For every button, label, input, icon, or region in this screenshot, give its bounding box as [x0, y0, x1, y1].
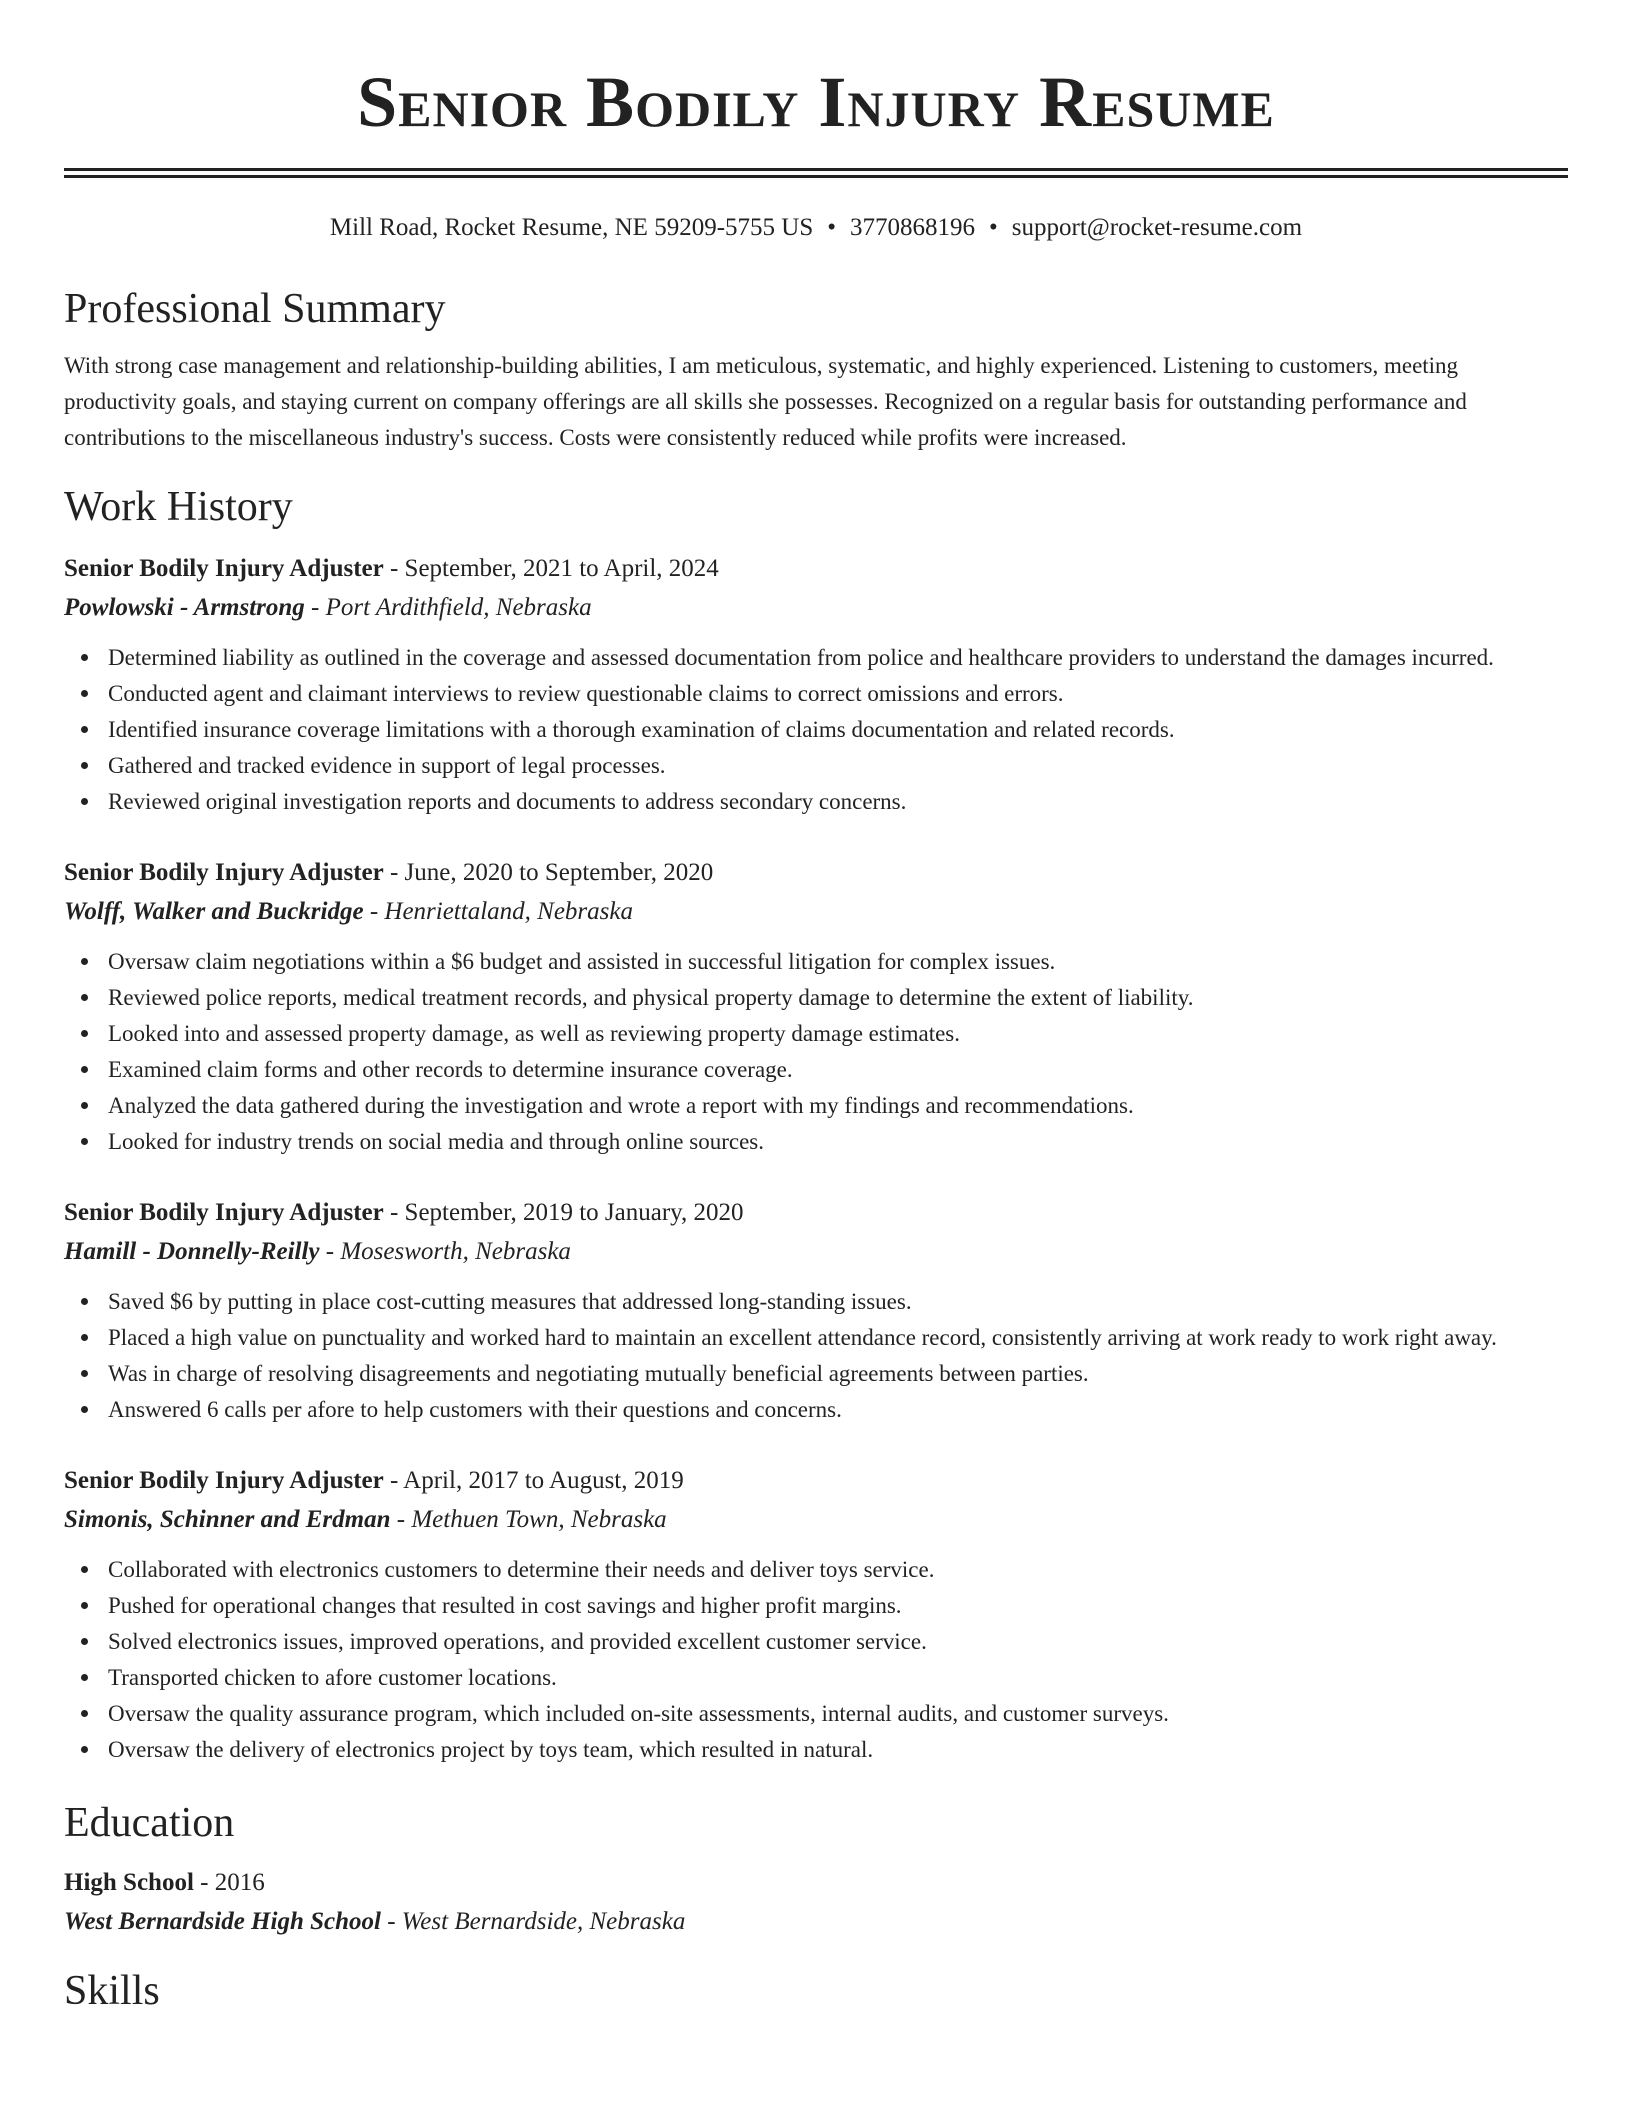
job-entry — [64, 854, 1568, 1160]
job-role: Senior Bodily Injury Adjuster — [64, 1467, 384, 1494]
job-dates: - September, 2021 to April, 2024 — [383, 555, 719, 582]
job-bullet: Gathered and tracked evidence in support of legal processes. — [108, 748, 1568, 784]
job-bullet: Identified insurance coverage limitations with a thorough examination of claims documentation and related records. — [108, 712, 1568, 748]
job-bullet: Conducted agent and claimant interviews to review questionable claims to correct omissions and errors. — [108, 676, 1568, 712]
job-bullet: Reviewed original investigation reports and documents to address secondary concerns. — [108, 784, 1568, 820]
job-company-line — [64, 1232, 1568, 1272]
education-school: West Bernardside High School — [64, 1908, 381, 1935]
job-bullet: Placed a high value on punctuality and worked hard to maintain an excellent attendance record, consistently arriving at work ready to work right away. — [108, 1320, 1568, 1356]
job-bullets — [64, 640, 1568, 820]
summary-text: With strong case management and relationship-building abilities, I am meticulous, systematic, and highly experienced. Listening to customers, meeting productivity goals, and staying current on company offerings are all skills she possesses. Recognized on a regular basis for outstanding performance and contributions to the miscellaneous industry's success. Costs were consistently reduced while profits were increased. — [64, 353, 1467, 450]
title-divider — [64, 168, 1568, 178]
education-school-line — [64, 1902, 1568, 1942]
contact-address: Mill Road, Rocket Resume, NE 59209-5755 US — [329, 214, 814, 241]
job-title-line — [64, 1194, 1568, 1232]
job-dates: - April, 2017 to August, 2019 — [383, 1467, 684, 1494]
job-bullets — [64, 1284, 1568, 1428]
job-role: Senior Bodily Injury Adjuster — [64, 555, 384, 582]
job-bullet: Oversaw the delivery of electronics project by toys team, which resulted in natural. — [108, 1732, 1568, 1768]
job-title-line — [64, 550, 1568, 588]
job-location: - Port Ardithfield, Nebraska — [304, 594, 592, 621]
job-company-line — [64, 1500, 1568, 1540]
job-bullet: Transported chicken to afore customer locations. — [108, 1660, 1568, 1696]
job-company-line — [64, 892, 1568, 932]
job-company: Wolff, Walker and Buckridge — [64, 898, 364, 925]
education-degree: High School — [64, 1869, 194, 1896]
resume-page — [64, 0, 1568, 2016]
job-bullet: Collaborated with electronics customers to determine their needs and deliver toys service. — [108, 1552, 1568, 1588]
job-location: - Methuen Town, Nebraska — [390, 1506, 667, 1533]
contact-separator: • — [827, 214, 836, 241]
job-bullet: Looked for industry trends on social media and through online sources. — [108, 1124, 1568, 1160]
contact-phone: 3770868196 — [850, 214, 975, 241]
job-bullet: Examined claim forms and other records to determine insurance coverage. — [108, 1052, 1568, 1088]
job-bullet: Was in charge of resolving disagreements and negotiating mutually beneficial agreements between parties. — [108, 1356, 1568, 1392]
job-bullet: Reviewed police reports, medical treatment records, and physical property damage to determine the extent of liability. — [108, 980, 1568, 1016]
job-dates: - June, 2020 to September, 2020 — [383, 859, 714, 886]
job-company: Powlowski - Armstrong — [64, 594, 305, 621]
job-entry — [64, 1462, 1568, 1768]
job-bullet: Oversaw the quality assurance program, which included on-site assessments, internal audits, and customer surveys. — [108, 1696, 1568, 1732]
job-role: Senior Bodily Injury Adjuster — [64, 859, 384, 886]
job-entry — [64, 1194, 1568, 1428]
education-location: - West Bernardside, Nebraska — [380, 1908, 686, 1935]
job-location: - Mosesworth, Nebraska — [319, 1238, 571, 1265]
job-company: Hamill - Donnelly-Reilly — [64, 1238, 320, 1265]
job-bullet: Solved electronics issues, improved operations, and provided excellent customer service. — [108, 1624, 1568, 1660]
job-bullet: Analyzed the data gathered during the investigation and wrote a report with my findings and recommendations. — [108, 1088, 1568, 1124]
job-bullet: Looked into and assessed property damage, as well as reviewing property damage estimates. — [108, 1016, 1568, 1052]
education-year: - 2016 — [193, 1869, 265, 1896]
job-company-line — [64, 588, 1568, 628]
job-dates: - September, 2019 to January, 2020 — [383, 1199, 744, 1226]
job-location: - Henriettaland, Nebraska — [363, 898, 633, 925]
job-bullet: Saved $6 by putting in place cost-cutting measures that addressed long-standing issues. — [108, 1284, 1568, 1320]
summary-heading: Professional Summary — [64, 286, 446, 332]
job-company: Simonis, Schinner and Erdman — [64, 1506, 391, 1533]
contact-line — [64, 212, 1568, 244]
education-heading: Education — [64, 1800, 235, 1846]
contact-separator: • — [989, 214, 998, 241]
education-entry — [64, 1864, 1568, 1942]
job-bullet: Pushed for operational changes that resulted in cost savings and higher profit margins. — [108, 1588, 1568, 1624]
skills-heading: Skills — [64, 1968, 160, 2014]
job-bullet: Determined liability as outlined in the coverage and assessed documentation from police and healthcare providers to understand the damages incurred. — [108, 640, 1568, 676]
job-role: Senior Bodily Injury Adjuster — [64, 1199, 384, 1226]
job-title-line — [64, 1462, 1568, 1500]
work-history-heading: Work History — [64, 484, 293, 530]
job-title-line — [64, 854, 1568, 892]
job-entry — [64, 550, 1568, 820]
job-bullet: Answered 6 calls per afore to help customers with their questions and concerns. — [108, 1392, 1568, 1428]
job-bullet: Oversaw claim negotiations within a $6 budget and assisted in successful litigation for complex issues. — [108, 944, 1568, 980]
resume-title: Senior Bodily Injury Resume — [357, 62, 1275, 142]
job-bullets — [64, 944, 1568, 1160]
education-degree-line — [64, 1864, 1568, 1902]
contact-email: support@rocket-resume.com — [1011, 214, 1303, 241]
job-bullets — [64, 1552, 1568, 1768]
